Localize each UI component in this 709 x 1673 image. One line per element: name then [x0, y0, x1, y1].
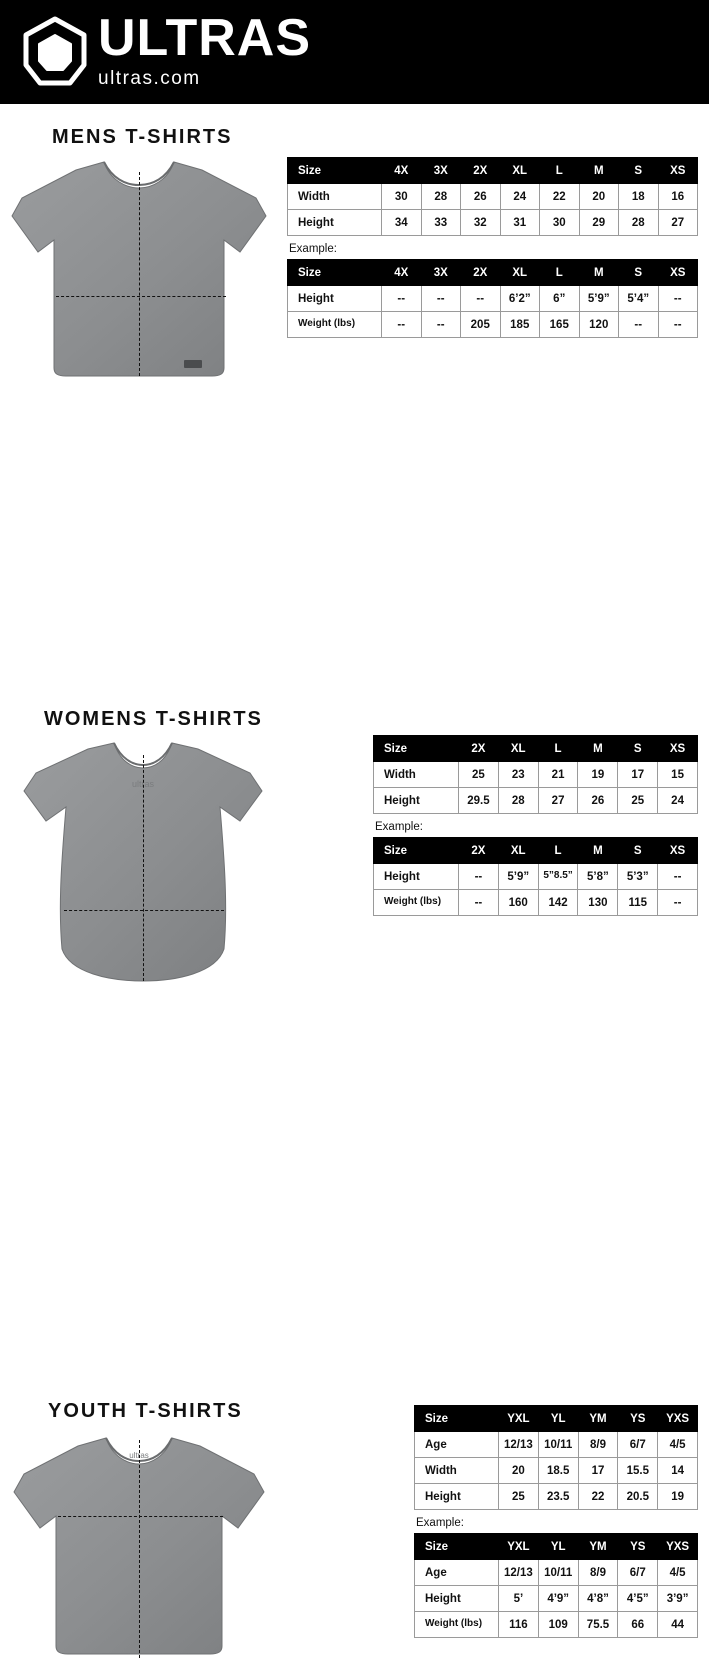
cell: 185: [500, 312, 540, 338]
cell: 18.5: [538, 1458, 578, 1484]
cell: 25: [499, 1484, 539, 1510]
cell: 25: [459, 762, 499, 788]
cell: 165: [540, 312, 580, 338]
cell: --: [421, 312, 461, 338]
cell: 33: [421, 210, 461, 236]
col-yxs: YXS: [658, 1406, 698, 1432]
page-header: [0, 0, 709, 104]
cell: 3’9”: [658, 1586, 698, 1612]
cell: 28: [421, 184, 461, 210]
cell: 19: [658, 1484, 698, 1510]
youth-example-label: Example:: [416, 1517, 464, 1529]
col-yl: YL: [538, 1534, 578, 1560]
cell: 109: [538, 1612, 578, 1638]
col-l: L: [538, 838, 578, 864]
youth-height-guide: [139, 1440, 140, 1658]
col-m: M: [578, 838, 618, 864]
brand-title: ULTRAS: [98, 9, 312, 68]
cell: 18: [619, 184, 659, 210]
cell: 15.5: [618, 1458, 658, 1484]
section-mens: [0, 104, 709, 390]
table-row: [415, 1612, 698, 1638]
cell: --: [459, 864, 499, 890]
section-title-mens: MENS T-SHIRTS: [52, 126, 233, 148]
cell: 5’4”: [619, 286, 659, 312]
cell: 160: [498, 890, 538, 916]
col-yxl: YXL: [499, 1534, 539, 1560]
col-s: S: [619, 158, 659, 184]
table-row: [415, 1432, 698, 1458]
cell: 17: [618, 762, 658, 788]
svg-text:ultras: ultras: [129, 1451, 149, 1460]
col-2x: 2X: [459, 838, 499, 864]
youth-width-guide: [58, 1516, 223, 1517]
col-3x: 3X: [421, 158, 461, 184]
cell: 23.5: [538, 1484, 578, 1510]
table-row: [288, 210, 698, 236]
col-4x: 4X: [382, 158, 422, 184]
col-ym: YM: [578, 1534, 618, 1560]
cell: 8/9: [578, 1560, 618, 1586]
womens-width-guide: [64, 910, 224, 911]
youth-tshirt-illustration: [8, 1428, 270, 1668]
row-label-width: Width: [415, 1458, 499, 1484]
cell: 20: [579, 184, 619, 210]
col-size: Size: [374, 838, 459, 864]
table-row: [415, 1484, 698, 1510]
row-label-height: Height: [288, 286, 382, 312]
cell: 12/13: [499, 1432, 539, 1458]
col-2x: 2X: [459, 736, 499, 762]
col-xl: XL: [500, 158, 540, 184]
col-yxs: YXS: [658, 1534, 698, 1560]
col-ym: YM: [578, 1406, 618, 1432]
col-s: S: [619, 260, 659, 286]
youth-size-table-wrap: [414, 1405, 698, 1638]
table-header-row: [288, 158, 698, 184]
cell: 26: [578, 788, 618, 814]
col-xl: XL: [500, 260, 540, 286]
col-ys: YS: [618, 1534, 658, 1560]
col-l: L: [538, 736, 578, 762]
cell: 29: [579, 210, 619, 236]
section-womens: [0, 390, 709, 909]
col-l: L: [540, 158, 580, 184]
col-l: L: [540, 260, 580, 286]
col-size: Size: [415, 1406, 499, 1432]
womens-height-guide: [143, 755, 144, 981]
cell: 6/7: [618, 1560, 658, 1586]
mens-example-table: [287, 259, 698, 338]
col-xs: XS: [658, 736, 698, 762]
cell: 28: [498, 788, 538, 814]
cell: 205: [461, 312, 501, 338]
svg-text:ultras: ultras: [131, 779, 155, 789]
col-size: Size: [374, 736, 459, 762]
youth-example-table: [414, 1533, 698, 1638]
cell: 6”: [540, 286, 580, 312]
table-row: [374, 890, 698, 916]
row-label-height: Height: [415, 1484, 499, 1510]
table-header-row: [374, 838, 698, 864]
col-m: M: [579, 158, 619, 184]
table-row: [415, 1458, 698, 1484]
row-label-height: Height: [374, 864, 459, 890]
cell: --: [421, 286, 461, 312]
col-yl: YL: [538, 1406, 578, 1432]
col-m: M: [579, 260, 619, 286]
cell: 34: [382, 210, 422, 236]
cell: 14: [658, 1458, 698, 1484]
col-m: M: [578, 736, 618, 762]
mens-tshirt-illustration: [8, 154, 270, 384]
cell: 21: [538, 762, 578, 788]
womens-size-table: [373, 735, 698, 814]
row-label-age: Age: [415, 1560, 499, 1586]
cell: --: [658, 890, 698, 916]
cell: 27: [658, 210, 698, 236]
col-s: S: [618, 736, 658, 762]
cell: 6/7: [618, 1432, 658, 1458]
cell: --: [658, 286, 698, 312]
col-2x: 2X: [461, 158, 501, 184]
pentagon-shield-icon: [18, 15, 92, 89]
cell: 66: [618, 1612, 658, 1638]
table-row: [374, 788, 698, 814]
section-title-womens: WOMENS T-SHIRTS: [44, 708, 263, 730]
cell: 20: [499, 1458, 539, 1484]
row-label-weight: Weight (lbs): [288, 312, 382, 338]
table-row: [288, 184, 698, 210]
cell: 5’9”: [579, 286, 619, 312]
table-row: [415, 1586, 698, 1612]
cell: 5’8”: [578, 864, 618, 890]
cell: --: [461, 286, 501, 312]
cell: 22: [540, 184, 580, 210]
cell: 23: [498, 762, 538, 788]
cell: 4’8”: [578, 1586, 618, 1612]
mens-width-guide: [56, 296, 226, 297]
cell: --: [382, 286, 422, 312]
cell: 24: [658, 788, 698, 814]
row-label-weight: Weight (lbs): [415, 1612, 499, 1638]
cell: 6’2”: [500, 286, 540, 312]
mens-example-label: Example:: [289, 243, 337, 255]
mens-size-table: [287, 157, 698, 236]
cell: 115: [618, 890, 658, 916]
cell: 130: [578, 890, 618, 916]
col-xs: XS: [658, 260, 698, 286]
cell: --: [658, 312, 698, 338]
row-label-height: Height: [374, 788, 459, 814]
youth-size-table: [414, 1405, 698, 1510]
col-xl: XL: [498, 838, 538, 864]
row-label-width: Width: [288, 184, 382, 210]
cell: 16: [658, 184, 698, 210]
col-size: Size: [415, 1534, 499, 1560]
cell: 22: [578, 1484, 618, 1510]
cell: 32: [461, 210, 501, 236]
cell: --: [459, 890, 499, 916]
cell: 30: [540, 210, 580, 236]
womens-tshirt-illustration: [18, 735, 268, 995]
col-xs: XS: [658, 838, 698, 864]
col-s: S: [618, 838, 658, 864]
cell: --: [658, 864, 698, 890]
cell: 15: [658, 762, 698, 788]
col-size: Size: [288, 260, 382, 286]
mens-size-table-wrap: [287, 157, 698, 338]
table-row: [374, 762, 698, 788]
table-header-row: [415, 1406, 698, 1432]
cell: 5’: [499, 1586, 539, 1612]
womens-example-label: Example:: [375, 821, 423, 833]
cell: 44: [658, 1612, 698, 1638]
col-size: Size: [288, 158, 382, 184]
table-row: [415, 1560, 698, 1586]
col-yxl: YXL: [499, 1406, 539, 1432]
cell: --: [619, 312, 659, 338]
cell: 4’5”: [618, 1586, 658, 1612]
cell: --: [382, 312, 422, 338]
cell: 25: [618, 788, 658, 814]
cell: 116: [499, 1612, 539, 1638]
cell: 24: [500, 184, 540, 210]
row-label-age: Age: [415, 1432, 499, 1458]
table-header-row: [415, 1534, 698, 1560]
cell: 4/5: [658, 1432, 698, 1458]
cell: 10/11: [538, 1432, 578, 1458]
section-title-youth: YOUTH T-SHIRTS: [48, 1400, 243, 1422]
col-4x: 4X: [382, 260, 422, 286]
table-header-row: [374, 736, 698, 762]
mens-height-guide: [139, 172, 140, 376]
row-label-weight: Weight (lbs): [374, 890, 459, 916]
womens-example-table: [373, 837, 698, 916]
cell: 8/9: [578, 1432, 618, 1458]
col-3x: 3X: [421, 260, 461, 286]
row-label-height: Height: [415, 1586, 499, 1612]
col-xs: XS: [658, 158, 698, 184]
col-2x: 2X: [461, 260, 501, 286]
cell: 19: [578, 762, 618, 788]
row-label-width: Width: [374, 762, 459, 788]
row-label-height: Height: [288, 210, 382, 236]
cell: 31: [500, 210, 540, 236]
cell: 4’9”: [538, 1586, 578, 1612]
womens-size-table-wrap: [373, 735, 698, 916]
cell: 4/5: [658, 1560, 698, 1586]
cell: 5’9”: [498, 864, 538, 890]
cell: 29.5: [459, 788, 499, 814]
cell: 142: [538, 890, 578, 916]
table-row: [374, 864, 698, 890]
cell: 75.5: [578, 1612, 618, 1638]
cell: 26: [461, 184, 501, 210]
cell: 12/13: [499, 1560, 539, 1586]
table-row: [288, 312, 698, 338]
cell: 30: [382, 184, 422, 210]
cell: 27: [538, 788, 578, 814]
table-row: [288, 286, 698, 312]
cell: 5’3”: [618, 864, 658, 890]
cell: 10/11: [538, 1560, 578, 1586]
cell: 120: [579, 312, 619, 338]
brand-website: ultras.com: [98, 67, 201, 89]
table-header-row: [288, 260, 698, 286]
col-xl: XL: [498, 736, 538, 762]
cell: 17: [578, 1458, 618, 1484]
cell: 5”8.5”: [538, 864, 578, 890]
cell: 28: [619, 210, 659, 236]
col-ys: YS: [618, 1406, 658, 1432]
cell: 20.5: [618, 1484, 658, 1510]
